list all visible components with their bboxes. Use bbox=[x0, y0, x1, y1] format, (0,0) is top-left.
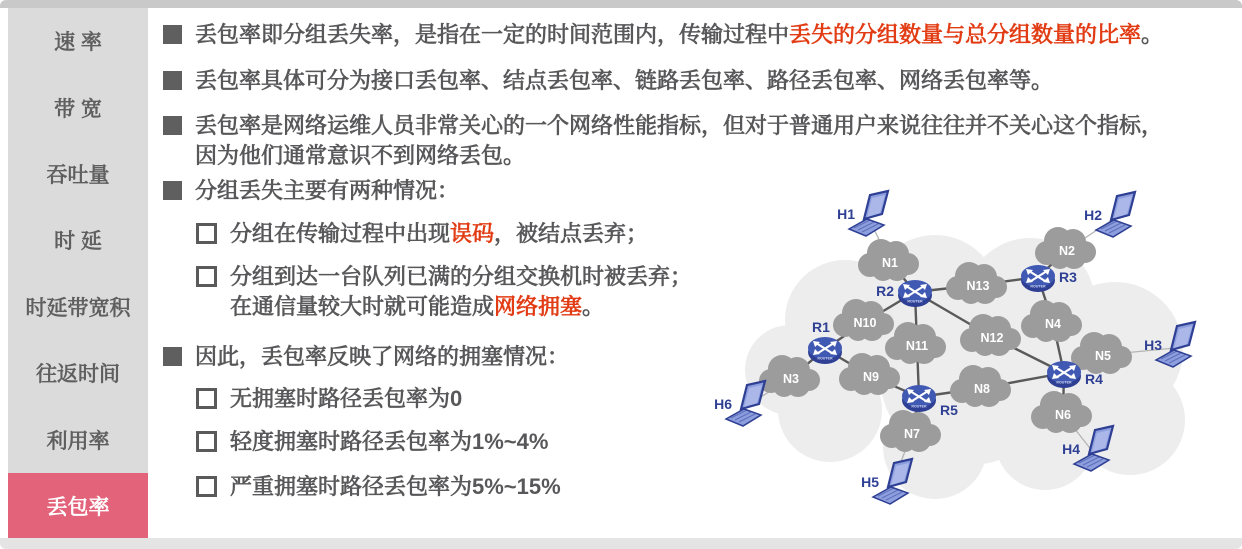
cloud-label-N1: N1 bbox=[882, 256, 898, 270]
bullet-item bbox=[163, 66, 1238, 96]
sidebar bbox=[8, 8, 148, 473]
host-label-H1: H1 bbox=[837, 206, 855, 222]
bullet-item bbox=[163, 20, 1238, 50]
network-diagram bbox=[700, 185, 1242, 549]
host-label-H4: H4 bbox=[1062, 441, 1080, 457]
host-H2-laptop-icon bbox=[1084, 192, 1135, 237]
router-sublabel: ROUTER bbox=[911, 404, 927, 409]
cloud-label-N11: N11 bbox=[905, 339, 929, 353]
router-label-R2: R2 bbox=[876, 283, 894, 299]
checkbox-square-icon bbox=[196, 388, 217, 409]
text-segment: 分组到达一台队列已满的分组交换机时被丢弃； bbox=[230, 264, 693, 289]
cloud-label-N3: N3 bbox=[783, 372, 799, 386]
network-diagram-svg bbox=[700, 185, 1242, 549]
cloud-label-N10: N10 bbox=[853, 316, 877, 330]
bullet-text: 因此，丢包率反映了网络的拥塞情况： bbox=[195, 344, 570, 369]
sidebar-item-6[interactable]: 利用率 bbox=[46, 429, 110, 453]
checkbox-square-icon bbox=[196, 476, 217, 497]
host-label-H5: H5 bbox=[861, 474, 879, 490]
highlight-red: 丢失的分组数量与总分组数量的比率 bbox=[789, 22, 1142, 47]
sidebar-item-4[interactable]: 时延带宽积 bbox=[25, 296, 131, 320]
bullet-text bbox=[195, 20, 1163, 50]
slide-top-border bbox=[0, 0, 1242, 8]
router-label-R3: R3 bbox=[1059, 269, 1077, 285]
sub-bullet-text: 轻度拥塞时路径丢包率为1%~4% bbox=[230, 429, 549, 454]
sub-bullet-text bbox=[230, 262, 692, 322]
bullet-square-icon bbox=[163, 25, 182, 44]
host-label-H6: H6 bbox=[714, 396, 732, 412]
bullet-square-icon bbox=[163, 71, 182, 90]
sub-bullet-text bbox=[230, 219, 648, 249]
sidebar-item-1[interactable]: 带 宽 bbox=[54, 97, 102, 121]
text-segment: ，被结点丢弃； bbox=[494, 221, 649, 246]
highlight-red: 网络拥塞 bbox=[494, 294, 583, 319]
text-segment: 。 bbox=[582, 294, 605, 319]
router-label-R1: R1 bbox=[812, 319, 830, 335]
router-label-R4: R4 bbox=[1085, 371, 1103, 387]
text-segment: 在通信量较大时就可能造成 bbox=[230, 294, 495, 319]
host-label-H3: H3 bbox=[1144, 337, 1162, 353]
text-segment: 。 bbox=[1141, 22, 1164, 47]
cloud-label-N6: N6 bbox=[1055, 408, 1071, 422]
text-segment: 丢包率是网络运维人员非常关心的一个网络性能指标，但对于普通用户来说往往并不关心这个指标， bbox=[195, 113, 1164, 138]
host-label-H2: H2 bbox=[1084, 207, 1102, 223]
highlight-red: 误码 bbox=[450, 221, 495, 246]
bullet-square-icon bbox=[163, 181, 182, 200]
bullet-square-icon bbox=[163, 347, 182, 366]
sub-bullet-text: 无拥塞时路径丢包率为0 bbox=[230, 386, 463, 411]
host-H6-laptop-icon bbox=[714, 381, 765, 426]
checkbox-square-icon bbox=[196, 431, 217, 452]
cloud-label-N12: N12 bbox=[980, 331, 1004, 345]
text-segment: 丢包率即分组丢失率，是指在一定的时间范围内，传输过程中 bbox=[195, 22, 790, 47]
bullet-text: 丢包率具体可分为接口丢包率、结点丢包率、链路丢包率、路径丢包率、网络丢包率等。 bbox=[195, 68, 1054, 93]
sidebar-item-0[interactable]: 速 率 bbox=[54, 31, 102, 55]
cloud-N2 bbox=[1035, 227, 1096, 269]
cloud-label-N9: N9 bbox=[863, 370, 879, 384]
cloud-label-N8: N8 bbox=[974, 382, 990, 396]
host-H1-laptop-icon bbox=[837, 191, 888, 236]
router-sublabel: ROUTER bbox=[1030, 284, 1046, 289]
bullet-square-icon bbox=[163, 116, 182, 135]
bullet-item bbox=[163, 111, 1238, 171]
sidebar-item-packet-loss-active[interactable]: 丢包率 bbox=[8, 473, 148, 538]
text-segment: 分组在传输过程中出现 bbox=[230, 221, 451, 246]
checkbox-square-icon bbox=[196, 266, 217, 287]
cloud-label-N7: N7 bbox=[904, 427, 920, 441]
sub-bullet-text: 严重拥塞时路径丢包率为5%~15% bbox=[230, 474, 561, 499]
router-sublabel: ROUTER bbox=[817, 356, 833, 361]
router-sublabel: ROUTER bbox=[1056, 380, 1072, 385]
cloud-label-N5: N5 bbox=[1095, 349, 1111, 363]
cloud-label-N4: N4 bbox=[1045, 317, 1061, 331]
checkbox-square-icon bbox=[196, 223, 217, 244]
sidebar-item-2[interactable]: 吞吐量 bbox=[46, 164, 110, 188]
cloud-label-N13: N13 bbox=[966, 279, 990, 293]
bullet-text: 分组丢失主要有两种情况： bbox=[195, 178, 460, 203]
sidebar-item-3[interactable]: 时 延 bbox=[54, 230, 102, 254]
bullet-text bbox=[195, 111, 1163, 171]
slide-bottom-border bbox=[0, 538, 1242, 549]
router-label-R5: R5 bbox=[940, 402, 958, 418]
sidebar-item-5[interactable]: 往返时间 bbox=[36, 363, 120, 387]
cloud-label-N2: N2 bbox=[1059, 244, 1075, 258]
router-sublabel: ROUTER bbox=[907, 299, 923, 304]
text-segment: 因为他们通常意识不到网络丢包。 bbox=[195, 143, 526, 168]
